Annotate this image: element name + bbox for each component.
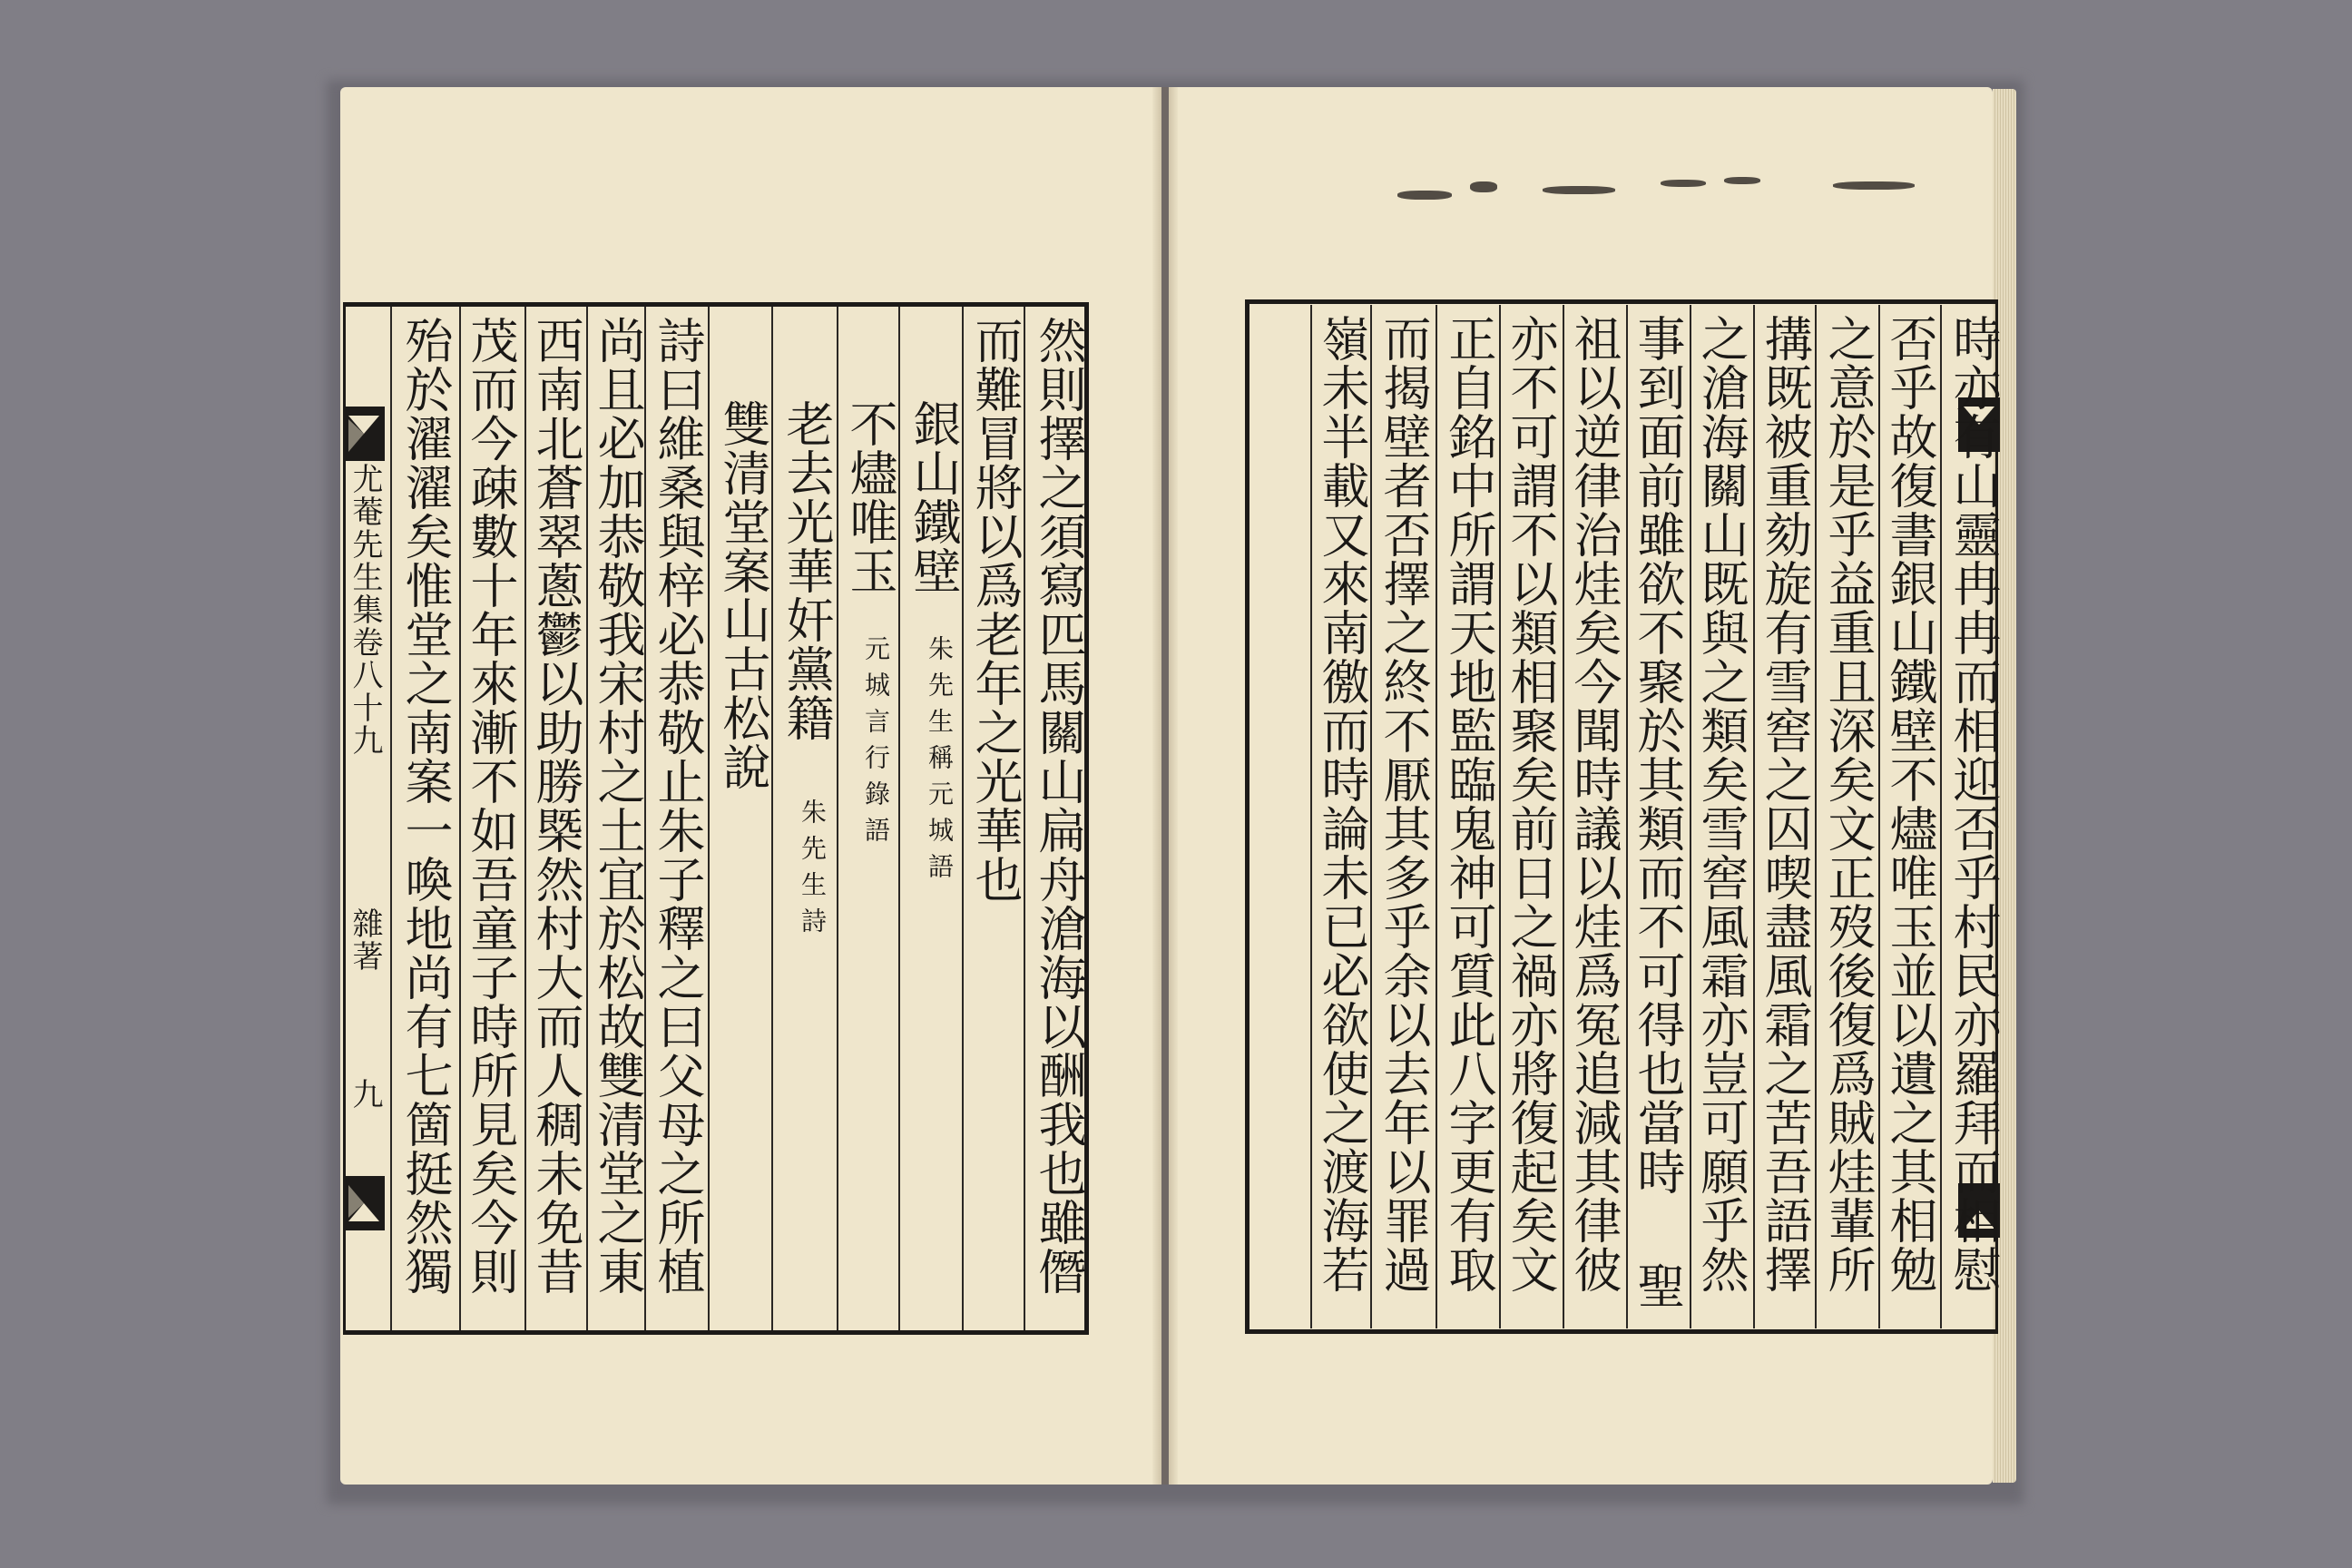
left-column-9: 西南北蒼翠蔥鬱以助勝槩然村大而人稠未免昔 [528, 316, 583, 1296]
right-column-7: 祖以逆律治烓矣今聞時議以烓爲冤追減其律彼 [1566, 314, 1622, 1294]
left-column-3-heading: 銀山鐵壁 [906, 399, 961, 595]
left-column-10: 茂而今疎數十年來漸不如吾童子時所見矣今則 [463, 316, 518, 1296]
right-column-10: 而揭壁者否擇之終不厭其多乎余以去年以罪過 [1376, 314, 1431, 1294]
column-rule [898, 307, 900, 1330]
right-column-4: 搆既被重劾旋有雪窖之囚喫盡風霜之苦吾語擇 [1757, 314, 1812, 1294]
column-rule [390, 307, 392, 1330]
ink-smudge [1833, 181, 1915, 190]
ink-smudge [1661, 180, 1706, 187]
left-column-7: 詩曰維桑與梓必恭敬止朱子釋之曰父母之所植 [650, 316, 705, 1296]
column-rule [1940, 305, 1942, 1328]
left-column-8: 尚且必加恭敬我宋村之土宜於松故雙清堂之東 [590, 316, 645, 1296]
column-rule [1436, 305, 1437, 1328]
left-column-5-note: 朱先生詩 [798, 799, 828, 944]
left-column-11: 殆於濯濯矣惟堂之南案一喚地尚有七箇挺然獨 [397, 316, 453, 1296]
left-column-2: 而難冒將以爲老年之光華也 [967, 316, 1023, 904]
right-column-2: 否乎故復書銀山鐵壁不燼唯玉並以遺之其相勉 [1882, 314, 1937, 1294]
column-rule [708, 307, 710, 1330]
ink-smudge [1543, 186, 1615, 194]
right-column-6: 事到面前雖欲不聚於其類而不可得也當時 [1630, 314, 1685, 1196]
right-column-5: 之滄海關山既與之類矣雪窖風霜亦豈可願乎然 [1693, 314, 1749, 1294]
column-rule [1370, 305, 1372, 1328]
collection-title: 尤菴先生集卷八十九 [347, 463, 383, 757]
left-column-3-note: 朱先生稱元城語 [925, 635, 955, 889]
right-column-3: 之意於是乎益重且深矣文正歿後復爲賊烓輩所 [1820, 314, 1876, 1294]
section-label: 雜著 [347, 907, 383, 973]
folio-number: 九 [347, 1078, 383, 1111]
fishtail-top-icon [343, 407, 385, 461]
fishtail-bottom-icon [343, 1176, 385, 1230]
column-rule [837, 307, 838, 1330]
left-column-4-heading: 不燼唯玉 [842, 399, 897, 595]
right-column-1: 時亦有山靈冉冉而相迎否乎村民亦羅拜而相慰 [1945, 314, 2001, 1294]
column-rule [962, 307, 964, 1330]
column-rule [1815, 305, 1817, 1328]
ink-smudge [1397, 191, 1452, 200]
column-rule [1024, 307, 1025, 1330]
left-column-1: 然則擇之須寫匹馬關山扁舟滄海以酬我也雖僭 [1031, 316, 1086, 1296]
left-column-4-note: 元城言行錄語 [861, 635, 891, 853]
ink-smudge [1470, 181, 1497, 192]
right-column-9: 正自銘中所謂天地監臨鬼神可質此八字更有取 [1441, 314, 1496, 1294]
ink-smudge [1724, 177, 1760, 184]
article-title: 雙清堂案山古松說 [715, 399, 770, 791]
right-column-11: 嶺未半載又來南徼而時論未已必欲使之渡海若 [1314, 314, 1369, 1294]
right-column-6-raised: 聖 [1630, 1261, 1685, 1310]
column-rule [771, 307, 773, 1330]
left-column-5-heading: 老去光華奸黨籍 [779, 399, 834, 742]
book-gutter [1152, 87, 1178, 1485]
right-column-8: 亦不可謂不以類相聚矣前日之禍亦將復起矣文 [1503, 314, 1558, 1294]
